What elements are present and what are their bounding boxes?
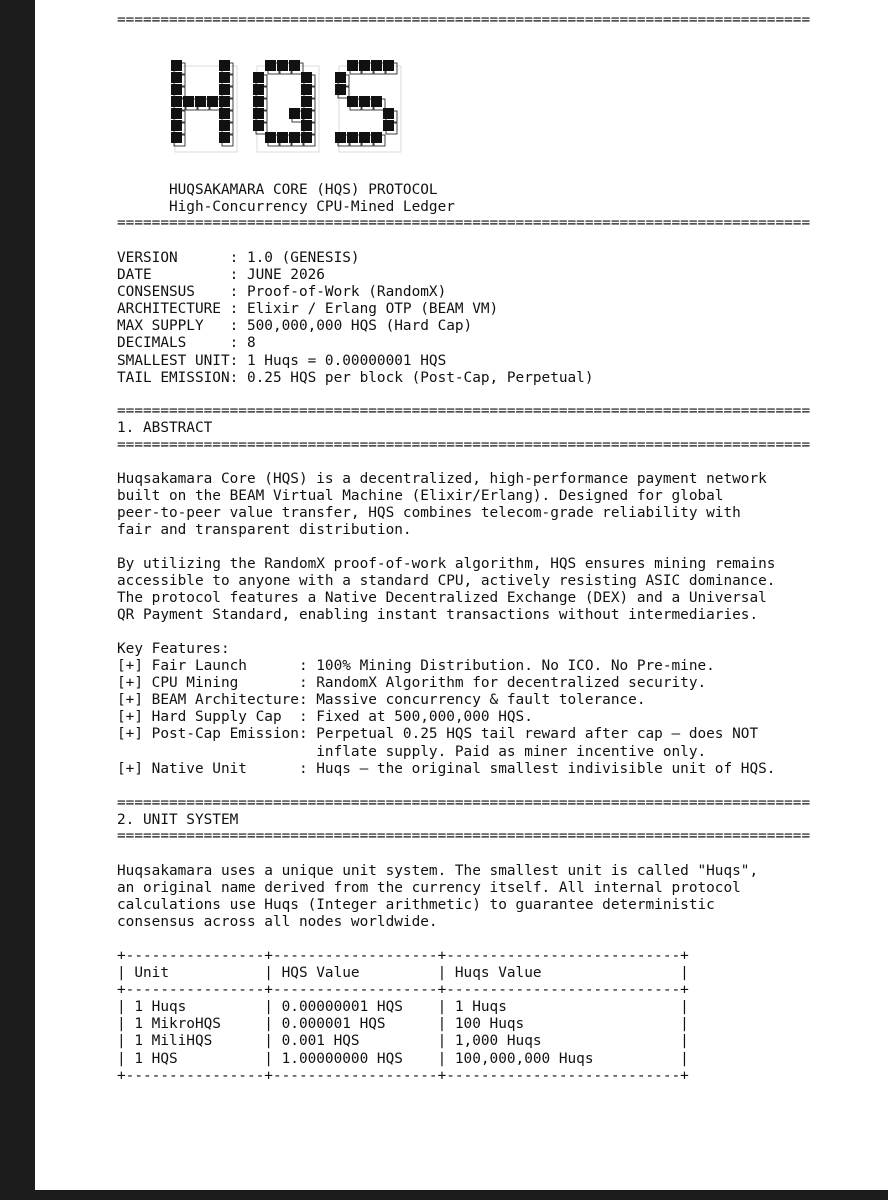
- logo-block: [347, 132, 358, 143]
- logo-block: [253, 96, 264, 107]
- rule-header: ================================================================================: [117, 215, 811, 231]
- logo-block: [359, 60, 370, 71]
- logo-block: [171, 120, 182, 131]
- logo-block: [335, 84, 346, 95]
- meta-line: MAX SUPPLY : 500,000,000 HQS (Hard Cap): [117, 318, 473, 335]
- logo-block: [301, 120, 312, 131]
- logo-block: [277, 132, 288, 143]
- paragraph-line: consensus across all nodes worldwide.: [117, 914, 438, 931]
- logo-block: [171, 108, 182, 119]
- logo-block: [219, 132, 230, 143]
- meta-line: ARCHITECTURE : Elixir / Erlang OTP (BEAM VM): [117, 301, 499, 318]
- meta-line: VERSION : 1.0 (GENESIS): [117, 250, 360, 266]
- meta-line: SMALLEST UNIT: 1 Huqs = 0.00000001 HQS: [117, 352, 447, 369]
- abstract-paragraph-2: [117, 556, 857, 624]
- logo-block: [301, 108, 312, 119]
- logo-block: [195, 96, 206, 107]
- logo-block: [253, 84, 264, 95]
- section-heading-abstract: 1. ABSTRACT: [117, 420, 213, 436]
- feature-line: [+] Fair Launch : 100% Mining Distribution. No ICO. No Pre-mine.: [117, 658, 715, 675]
- logo-block: [301, 96, 312, 107]
- logo-block: [219, 72, 230, 83]
- meta-line: TAIL EMISSION: 0.25 HQS per block (Post-Cap, Perpetual): [117, 369, 594, 386]
- logo-block: [301, 132, 312, 143]
- meta-line: DECIMALS : 8: [117, 335, 256, 352]
- paragraph-line: By utilizing the RandomX proof-of-work algorithm, HQS ensures mining remains: [117, 556, 776, 572]
- logo-block: [219, 108, 230, 119]
- logo-block: [171, 84, 182, 95]
- logo-block: [289, 108, 300, 119]
- logo-block: [253, 120, 264, 131]
- table-border: +----------------+-------------------+---------------------------+: [117, 982, 689, 999]
- logo-block: [359, 96, 370, 107]
- table-row: | 1 Huqs | 0.00000001 HQS | 1 Huqs |: [117, 999, 689, 1016]
- logo-block: [171, 72, 182, 83]
- table-border: +----------------+-------------------+---------------------------+: [117, 948, 689, 964]
- paragraph-line: fair and transparent distribution.: [117, 522, 412, 539]
- logo-block: [371, 60, 382, 71]
- logo-block: [383, 108, 394, 119]
- section-heading-unit-system: 2. UNIT SYSTEM: [117, 812, 239, 828]
- paragraph-line: QR Payment Standard, enabling instant transactions without intermediaries.: [117, 607, 759, 624]
- feature-line: inflate supply. Paid as miner incentive only.: [117, 743, 707, 760]
- logo-block: [219, 60, 230, 71]
- logo-block: [183, 96, 194, 107]
- logo-block: [335, 72, 346, 83]
- logo-block: [301, 72, 312, 83]
- feature-line: [+] Hard Supply Cap : Fixed at 500,000,000 HQS.: [117, 709, 533, 726]
- pixel-block-logo-icon: [171, 60, 431, 160]
- logo-block: [219, 84, 230, 95]
- rule-top: ================================================================================: [117, 12, 811, 28]
- table-row: | 1 HQS | 1.00000000 HQS | 100,000,000 Huqs |: [117, 1050, 689, 1067]
- paragraph-line: The protocol features a Native Decentralized Exchange (DEX) and a Universal: [117, 590, 767, 607]
- logo-block: [371, 132, 382, 143]
- metadata-block: [117, 250, 857, 387]
- logo-block: [171, 60, 182, 71]
- logo-block: [171, 96, 182, 107]
- table-border: +----------------+-------------------+---------------------------+: [117, 1067, 689, 1084]
- paragraph-line: calculations use Huqs (Integer arithmetic) to guarantee deterministic: [117, 897, 715, 914]
- subtitle-text: High-Concurrency CPU-Mined Ledger: [168, 199, 455, 215]
- abstract-paragraph-1: [117, 471, 857, 539]
- protocol-subtitle: [117, 199, 857, 216]
- feature-line: [+] CPU Mining : RandomX Algorithm for decentralized security.: [117, 675, 707, 692]
- rule-units-top: ================================================================================: [117, 795, 811, 811]
- logo-block: [277, 60, 288, 71]
- meta-line: DATE : JUNE 2026: [117, 267, 325, 284]
- feature-line: [+] BEAM Architecture: Massive concurrency & fault tolerance.: [117, 692, 646, 709]
- title-text: HUQSAKAMARA CORE (HQS) PROTOCOL: [168, 182, 438, 198]
- logo-block: [265, 60, 276, 71]
- table-row: | 1 MiliHQS | 0.001 HQS | 1,000 Huqs |: [117, 1033, 689, 1050]
- logo-block: [301, 84, 312, 95]
- logo-block: [347, 96, 358, 107]
- logo-block: [171, 132, 182, 143]
- document-page: [35, 0, 888, 1190]
- unit-system-paragraph: [117, 863, 857, 931]
- logo-block: [289, 60, 300, 71]
- logo-block: [289, 132, 300, 143]
- bottom-dark-edge: [0, 1190, 888, 1200]
- logo-block: [219, 120, 230, 131]
- meta-line: CONSENSUS : Proof-of-Work (RandomX): [117, 284, 447, 301]
- feature-line: [+] Post-Cap Emission: Perpetual 0.25 HQS tail reward after cap — does NOT: [117, 726, 759, 743]
- table-header-row: | Unit | HQS Value | Huqs Value |: [117, 965, 689, 982]
- logo-block: [253, 72, 264, 83]
- hqs-logo: [171, 60, 431, 160]
- key-features-title: Key Features:: [117, 641, 230, 657]
- logo-block: [383, 120, 394, 131]
- rule-abstract-bottom: ================================================================================: [117, 437, 811, 453]
- paragraph-line: peer-to-peer value transfer, HQS combines telecom-grade reliability with: [117, 505, 741, 522]
- paragraph-line: built on the BEAM Virtual Machine (Elixir/Erlang). Designed for global: [117, 488, 724, 505]
- protocol-title: [117, 182, 857, 199]
- unit-table: [117, 948, 857, 1085]
- table-row: | 1 MikroHQS | 0.000001 HQS | 100 Huqs |: [117, 1016, 689, 1033]
- key-features-block: [117, 641, 857, 778]
- logo-block: [371, 96, 382, 107]
- paragraph-line: accessible to anyone with a standard CPU, actively resisting ASIC dominance.: [117, 573, 776, 590]
- logo-block: [219, 96, 230, 107]
- logo-block: [253, 108, 264, 119]
- logo-block: [359, 132, 370, 143]
- paragraph-line: Huqsakamara Core (HQS) is a decentralized, high-performance payment network: [117, 471, 767, 487]
- rule-abstract-top: ================================================================================: [117, 403, 811, 419]
- paragraph-line: Huqsakamara uses a unique unit system. The smallest unit is called "Huqs",: [117, 863, 759, 879]
- logo-block: [265, 132, 276, 143]
- rule-units-bottom: ================================================================================: [117, 828, 811, 844]
- logo-block: [207, 96, 218, 107]
- logo-block: [347, 60, 358, 71]
- left-dark-edge: [0, 0, 35, 1200]
- logo-block: [383, 60, 394, 71]
- logo-block: [335, 132, 346, 143]
- paragraph-line: an original name derived from the currency itself. All internal protocol: [117, 880, 741, 897]
- feature-line: [+] Native Unit : Huqs — the original smallest indivisible unit of HQS.: [117, 760, 776, 777]
